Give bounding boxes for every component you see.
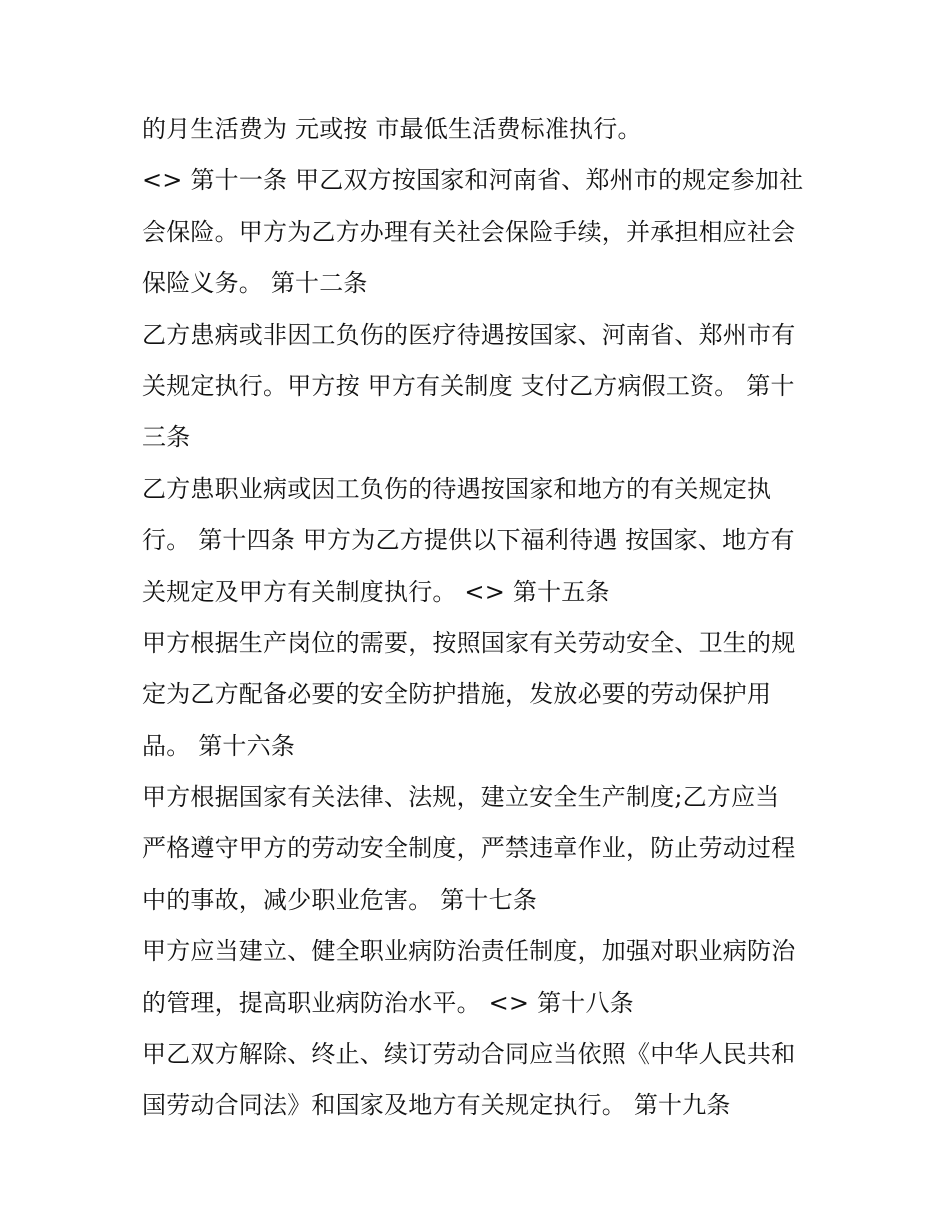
text-line: 严格遵守甲方的劳动安全制度，严禁违章作业，防止劳动过程 [142, 834, 796, 863]
text-line: 的月生活费为 元或按 市最低生活费标准执行。 [142, 115, 642, 143]
text-line: 行。 第十四条 甲方为乙方提供以下福利待遇 按国家、地方有 [142, 526, 795, 555]
text-line: 甲乙双方解除、终止、续订劳动合同应当依照《中华人民共和 [142, 1040, 796, 1069]
text-line: 甲方根据国家有关法律、法规，建立安全生产制度;乙方应当 [142, 783, 780, 812]
text-line: 会保险。甲方为乙方办理有关社会保险手续，并承担相应社会 [142, 217, 796, 246]
text-line: 保险义务。 第十二条 [142, 269, 368, 298]
text-line: 关规定及甲方有关制度执行。 <> 第十五条 [142, 577, 610, 606]
text-line: 中的事故，减少职业危害。 第十七条 [142, 885, 538, 914]
text-line: 甲方根据生产岗位的需要，按照国家有关劳动安全、卫生的规 [142, 628, 796, 657]
text-line: 三条 [142, 423, 191, 452]
text-line: 乙方患职业病或因工负伤的待遇按国家和地方的有关规定执 [142, 474, 772, 503]
text-line: 甲方应当建立、健全职业病防治责任制度，加强对职业病防治 [142, 937, 796, 966]
text-line: 乙方患病或非因工负伤的医疗待遇按国家、河南省、郑州市有 [142, 320, 796, 349]
text-line: 关规定执行。甲方按 甲方有关制度 支付乙方病假工资。 第十 [142, 371, 795, 400]
text-line: 品。 第十六条 [142, 731, 296, 760]
text-line: <> 第十一条 甲乙双方按国家和河南省、郑州市的规定参加社 [142, 166, 804, 195]
text-line: 定为乙方配备必要的安全防护措施，发放必要的劳动保护用 [142, 680, 772, 709]
document-body [142, 104, 832, 1132]
text-line: 的管理，提高职业病防治水平。 <> 第十八条 [142, 988, 634, 1017]
text-line: 国劳动合同法》和国家及地方有关规定执行。 第十九条 [142, 1091, 731, 1120]
